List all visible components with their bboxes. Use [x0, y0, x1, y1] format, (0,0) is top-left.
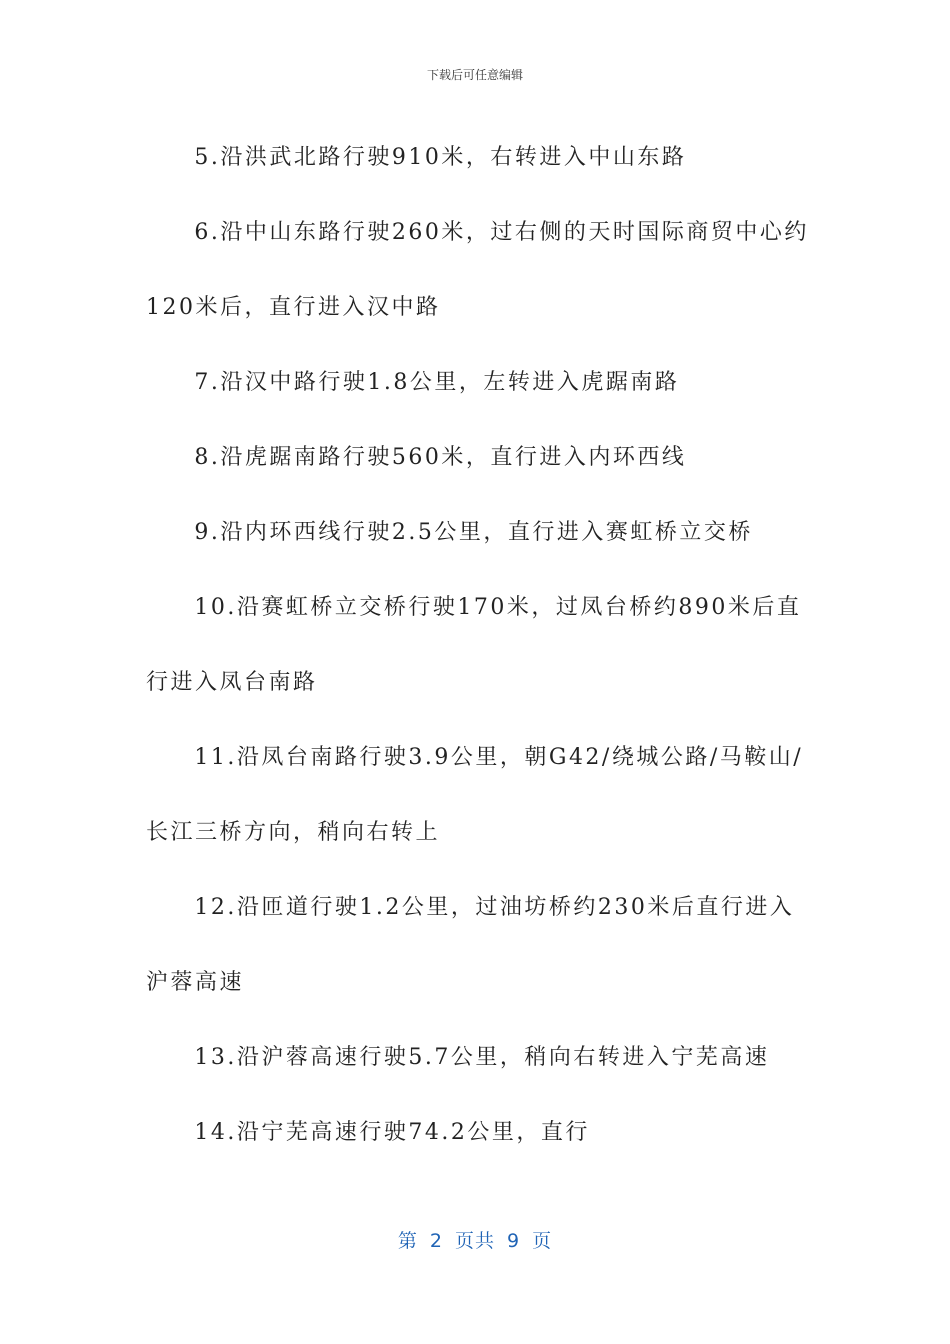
direction-step: 8.沿虎踞南路行驶560米，直行进入内环西线 [194, 445, 687, 470]
direction-step: 6.沿中山东路行驶260米，过右侧的天时国际商贸中心约120米后，直行进入汉中路 [146, 220, 809, 320]
direction-step: 9.沿内环西线行驶2.5公里，直行进入赛虹桥立交桥 [194, 520, 753, 545]
direction-step: 14.沿宁芜高速行驶74.2公里，直行 [194, 1120, 590, 1145]
header-note: 下载后可任意编辑 [426, 68, 523, 82]
direction-step: 5.沿洪武北路行驶910米，右转进入中山东路 [194, 145, 687, 170]
direction-step: 7.沿汉中路行驶1.8公里，左转进入虎踞南路 [194, 370, 680, 395]
page-number: 2 [429, 1230, 443, 1252]
page-total: 9 [507, 1230, 521, 1252]
direction-step: 10.沿赛虹桥立交桥行驶170米，过凤台桥约890米后直行进入凤台南路 [146, 595, 802, 695]
page-prefix: 第 [397, 1230, 418, 1252]
direction-step: 13.沿沪蓉高速行驶5.7公里，稍向右转进入宁芜高速 [194, 1045, 770, 1070]
direction-step: 12.沿匝道行驶1.2公里，过油坊桥约230米后直行进入沪蓉高速 [146, 895, 795, 995]
page-suffix: 页 [532, 1230, 553, 1252]
page-footer [0, 1226, 950, 1253]
document-body [146, 120, 816, 1170]
direction-step: 11.沿凤台南路行驶3.9公里，朝G42/绕城公路/马鞍山/长江三桥方向，稍向右转上 [146, 745, 804, 845]
page-mid: 页共 [454, 1230, 495, 1252]
